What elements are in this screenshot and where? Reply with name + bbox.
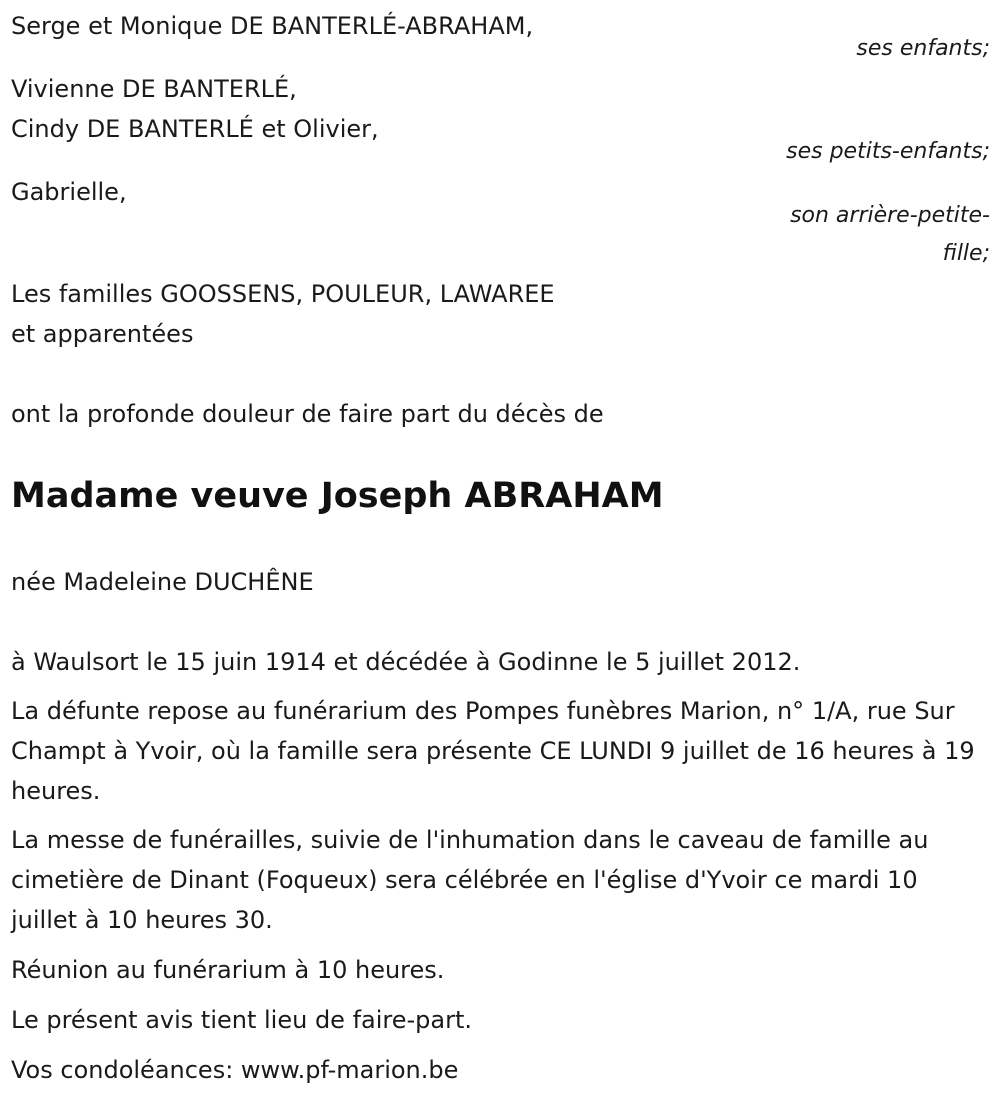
birth-death-details: à Waulsort le 15 juin 1914 et décédée à Godinne le 5 juillet 2012. xyxy=(11,648,801,676)
great-grandchild-role-line2: fille; xyxy=(942,241,990,266)
grandchild-name-1: Vivienne DE BANTERLÉ, xyxy=(11,75,297,103)
children-names: Serge et Monique DE BANTERLÉ-ABRAHAM, xyxy=(11,12,534,40)
families-line-2: et apparentées xyxy=(11,320,194,348)
meeting-details: Réunion au funérarium à 10 heures. xyxy=(11,956,445,984)
families-line-1: Les familles GOOSSENS, POULEUR, LAWAREE xyxy=(11,280,555,308)
condolences-line: Vos condoléances: www.pf-marion.be xyxy=(11,1056,459,1084)
great-grandchild-role-line1: son arrière-petite- xyxy=(790,203,990,228)
announcement-intro: ont la profonde douleur de faire part du décès de xyxy=(11,400,604,428)
funeral-details: La messe de funérailles, suivie de l'inhumation dans le caveau de famille au cimetière de Dinant (Foqueux) sera célébrée en l'église d'Yvoir ce mardi 10 juillet à 10 heures 30. xyxy=(11,826,929,934)
repose-details: La défunte repose au funérarium des Pompes funèbres Marion, n° 1/A, rue Sur Champt à Yvoir, où la famille sera présente CE LUNDI 9 juillet de 16 heures à 19 heures. xyxy=(11,697,975,805)
great-grandchild-name: Gabrielle, xyxy=(11,178,127,206)
maiden-name: née Madeleine DUCHÊNE xyxy=(11,568,314,596)
grandchild-name-2: Cindy DE BANTERLÉ et Olivier, xyxy=(11,115,379,143)
grandchildren-role: ses petits-enfants; xyxy=(786,139,990,164)
deceased-name: Madame veuve Joseph ABRAHAM xyxy=(11,476,664,516)
notice-statement: Le présent avis tient lieu de faire-part. xyxy=(11,1006,473,1034)
children-role: ses enfants; xyxy=(856,36,990,61)
